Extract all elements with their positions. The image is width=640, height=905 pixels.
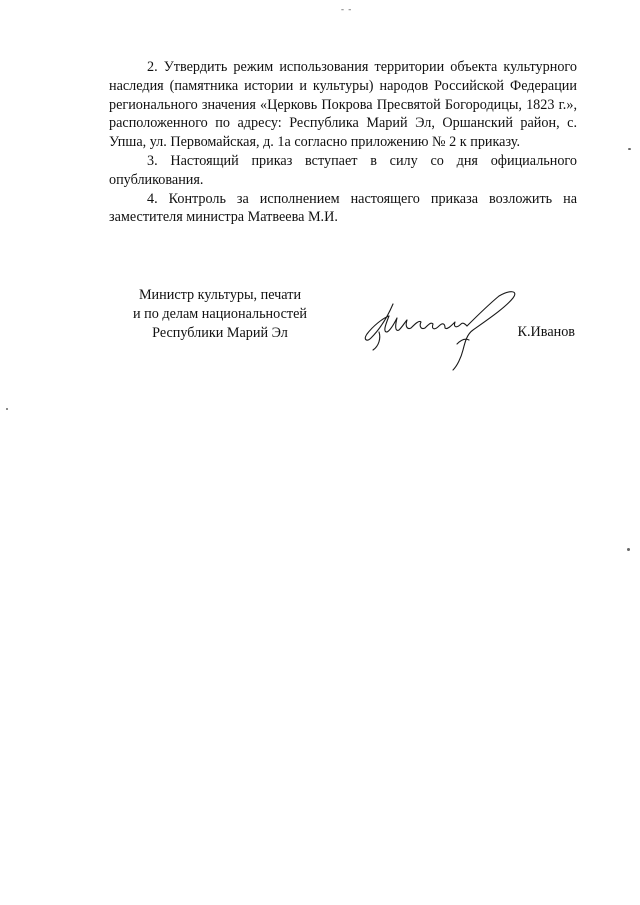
paragraph-number: 4. bbox=[147, 190, 158, 207]
paragraph-2 bbox=[109, 58, 577, 152]
paragraph-3 bbox=[109, 152, 577, 190]
paragraph-4 bbox=[109, 190, 577, 228]
paragraph-text: Утвердить режим использования территории объекта культурного наследия (памятника истории и культуры) народов Российской Федерации регионального значения «Церковь Покрова Пресвятой Богородицы, 1823 г.», расположенного по адресу: Республика Марий Эл, Оршанский район, с. Упша, ул. Первомайская, д. 1а согласно приложению № 2 к приказу. bbox=[109, 59, 577, 151]
signatory-name: К.Иванов bbox=[517, 324, 575, 340]
order-body bbox=[109, 58, 577, 227]
signatory-title-line: и по делам национальностей bbox=[133, 305, 307, 322]
paragraph-number: 2. bbox=[147, 59, 158, 75]
paragraph-number: 3. bbox=[147, 152, 158, 169]
paragraph-text: Настоящий приказ вступает в силу со дня официального опубликования. bbox=[109, 152, 577, 188]
signatory-title-line: Министр культуры, печати bbox=[138, 287, 302, 303]
scan-speck bbox=[628, 148, 631, 150]
page-mark: - - bbox=[341, 4, 353, 14]
paragraph-text: Контроль за исполнением настоящего приказа возложить на заместителя министра Матвеева М.И. bbox=[109, 190, 578, 226]
signatory-title bbox=[109, 286, 331, 342]
handwritten-signature bbox=[349, 286, 535, 374]
scan-speck bbox=[6, 408, 8, 410]
signatory-title-line: Республики Марий Эл bbox=[152, 324, 288, 341]
scan-speck bbox=[627, 548, 630, 551]
signature-block bbox=[109, 286, 593, 376]
